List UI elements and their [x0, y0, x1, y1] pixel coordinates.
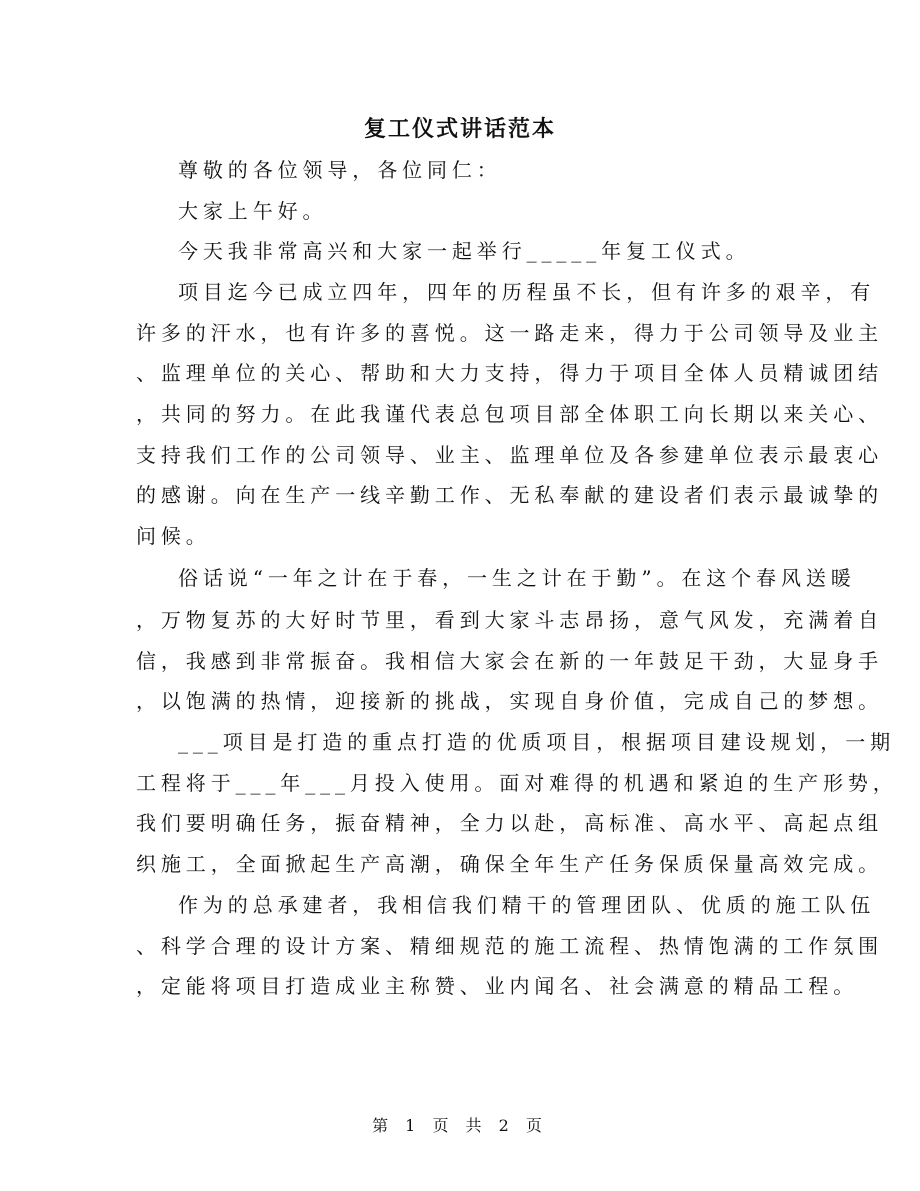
paragraph-line: 、科学合理的设计方案、精细规范的施工流程、热情饱满的工作氛围	[136, 934, 883, 958]
paragraph-line: ，定能将项目打造成业主称赞、业内闻名、社会满意的精品工程。	[136, 974, 859, 998]
paragraph-line: ___项目是打造的重点打造的优质项目，根据项目建设规划，一期	[178, 730, 895, 754]
paragraph-line: 项目迄今已成立四年，四年的历程虽不长，但有许多的艰辛，有	[178, 280, 876, 304]
salutation: 尊敬的各位领导，各位同仁：	[178, 158, 502, 182]
paragraph-line: 我们要明确任务，振奋精神，全力以赴，高标准、高水平、高起点组	[136, 811, 883, 835]
paragraph-line: 今天我非常高兴和大家一起举行_____年复工仪式。	[178, 239, 751, 263]
paragraph-line: 许多的汗水，也有许多的喜悦。这一路走来，得力于公司领导及业主	[136, 321, 883, 345]
greeting: 大家上午好。	[178, 199, 328, 223]
paragraph-line: ，共同的努力。在此我谨代表总包项目部全体职工向长期以来关心、	[136, 402, 883, 426]
paragraph-line: 支持我们工作的公司领导、业主、监理单位及各参建单位表示最衷心	[136, 443, 883, 467]
paragraph-line: 俗话说“一年之计在于春，一生之计在于勤”。在这个春风送暖	[178, 566, 856, 590]
paragraph-line: ，万物复苏的大好时节里，看到大家斗志昂扬，意气风发，充满着自	[136, 608, 883, 632]
page-number: 第 1 页 共 2 页	[372, 1116, 548, 1135]
paragraph-line: 织施工，全面掀起生产高潮，确保全年生产任务保质保量高效完成。	[136, 852, 883, 876]
paragraph-line: 的感谢。向在生产一线辛勤工作、无私奉献的建设者们表示最诚挚的	[136, 483, 883, 507]
paragraph-line: 工程将于___年___月投入使用。面对难得的机遇和紧迫的生产形势，	[136, 771, 898, 795]
paragraph-line: 问候。	[136, 524, 211, 548]
paragraph-line: ，以饱满的热情，迎接新的挑战，实现自身价值，完成自己的梦想。	[136, 689, 883, 713]
paragraph-line: 、监理单位的关心、帮助和大力支持，得力于项目全体人员精诚团结	[136, 361, 883, 385]
document-title: 复工仪式讲话范本	[363, 116, 556, 142]
paragraph-line: 作为的总承建者，我相信我们精干的管理团队、优质的施工队伍	[178, 893, 876, 917]
paragraph-line: 信，我感到非常振奋。我相信大家会在新的一年鼓足干劲，大显身手	[136, 649, 883, 673]
